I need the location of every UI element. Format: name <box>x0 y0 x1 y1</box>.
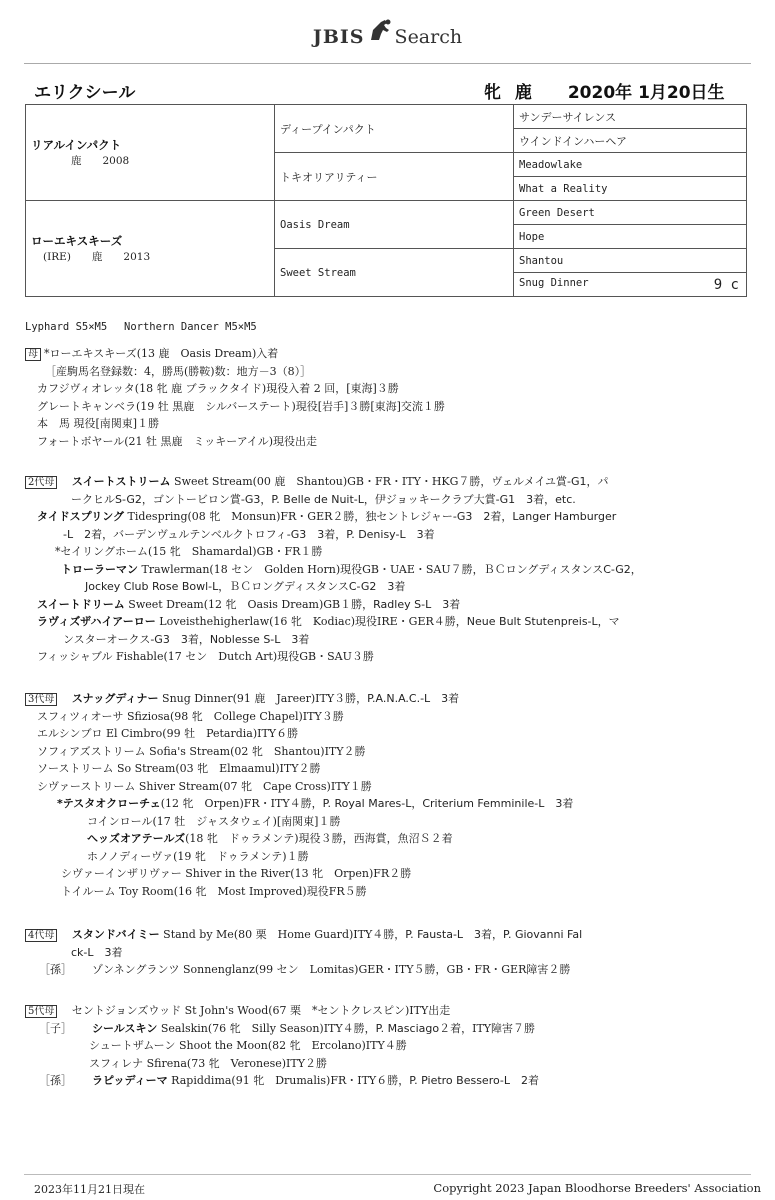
progeny-line: エルシンブロ El Cimbro(99 牡 Petardia)ITY６勝 <box>37 727 299 740</box>
dam-line: *ローエキスキーズ(13 鹿 Oasis Dream)入着 <box>44 347 279 360</box>
horse-profile <box>484 78 733 103</box>
ancestor-titles: ークヒルS-G2，ゴントービロン賞-G3，P. Belle de Nuit-L，伊ジョッキークラブ大賞-G1 3着，etc. <box>71 492 576 506</box>
second-dam-section <box>25 473 755 666</box>
progeny-line: ゾンネングランツ Sonnenglanz(99 セン Lomitas)GER・ITY５勝，GB・FR・GER障害２勝 <box>92 963 571 976</box>
ancestor-name[interactable]: スタンドバイミー <box>71 928 160 941</box>
header-divider <box>24 63 751 64</box>
logo-text-search: Search <box>394 26 463 48</box>
great-grandprogeny-line: コインロール(17 牡 ジャスタウェイ)[南関東]１勝 <box>87 814 341 828</box>
copyright: Copyright 2023 Japan Bloodhorse Breeders' Association <box>433 1181 761 1195</box>
progeny-record: Rapiddima(91 牝 Drumalis)FR・ITY６勝， <box>167 1074 410 1087</box>
progeny-line: グレートキャンベラ(19 牡 黒鹿 シルバーステート)現役[岩手]３勝[東海]交流１勝 <box>37 399 445 413</box>
dam-dam[interactable]: Sweet Stream <box>275 249 514 297</box>
ancestor-titles: P. Fausta-L 3着，P. Giovanni Fal <box>405 928 583 941</box>
grandprogeny-line: トイルーム Toy Room(16 牝 Most Improved)現役FR５勝 <box>61 884 367 898</box>
ancestor-record: Sweet Stream(00 鹿 Shantou)GB・FR・ITY・HKG７勝， <box>170 475 492 488</box>
dam-section <box>25 345 755 450</box>
ancestor-name[interactable]: スナッグディナー <box>71 692 159 705</box>
progeny-line: フォートボヤール(21 牡 黒鹿 ミッキーアイル)現役出走 <box>37 434 318 448</box>
relation-tag: ［子］ <box>39 1021 72 1035</box>
progeny-record: Sweet Dream(12 牝 Oasis Dream)GB１勝， <box>124 597 374 611</box>
dam-sire-dam[interactable]: Hope <box>514 225 747 249</box>
section-tag: 3代母 <box>25 693 57 706</box>
sire-sire-sire[interactable]: サンデーサイレンス <box>514 105 747 129</box>
sire-info: 鹿 2008 <box>71 155 130 167</box>
relation-tag: ［孫］ <box>39 963 72 976</box>
progeny-line: カフジヴィオレッタ(18 牝 鹿 ブラックタイド)現役入着 2 回，[東海]３勝 <box>37 382 399 395</box>
grandprogeny-line: *セイリングホーム(15 牝 Shamardal)GB・FR１勝 <box>55 545 323 558</box>
section-tag: 2代母 <box>25 476 57 489</box>
ancestor-name[interactable]: スイートストリーム <box>71 475 171 488</box>
family-number: 9 c <box>713 276 739 293</box>
grandprogeny-titles: ＢＣロングディスタンスC-G2， <box>483 562 642 576</box>
progeny-titles: 独セントレジャー-G3 2着，Langer Hamburger <box>365 510 617 523</box>
as-of-date: 2023年11月21日現在 <box>34 1183 145 1196</box>
progeny-line: フィッシャブル Fishable(17 セン Dutch Art)現役GB・SAU３勝 <box>37 650 374 663</box>
progeny-titles: ンスターオークス-G3 3着，Noblesse S-L 3着 <box>63 632 310 646</box>
logo-text-jbis: JBIS <box>312 26 365 48</box>
progeny-name[interactable]: シールスキン <box>92 1021 158 1035</box>
sire-dam-dam[interactable]: What a Reality <box>514 177 747 201</box>
progeny-titles: Neue Bult Stutenpreis-L，マ <box>466 615 620 628</box>
footer-divider <box>24 1174 751 1175</box>
grandprogeny-record: Trawlerman(18 セン Golden Horn)現役GB・UAE・SAU７勝， <box>138 562 484 576</box>
progeny-titles: -L 2着，バーデンヴュルテンベルクトロフィ-G3 3着，P. Denisy-L 3着 <box>63 527 435 541</box>
section-tag: 母 <box>25 348 41 361</box>
sire-dam[interactable]: トキオリアリティー <box>275 153 514 201</box>
progeny-titles: ２着，ITY障害７勝 <box>439 1021 536 1035</box>
dam-stats: ［産駒馬名登録数：4，勝馬(勝鞍)数：地方－3（8）］ <box>45 364 312 378</box>
jbis-logo <box>0 18 775 48</box>
dam-dam-dam-cell <box>514 273 747 297</box>
ancestor-titles: ck-L 3着 <box>71 945 123 959</box>
sire-sire[interactable]: ディープインパクト <box>275 105 514 153</box>
ancestor-record: Stand by Me(80 栗 Home Guard)ITY４勝， <box>159 928 406 941</box>
horse-sex: 牝 <box>484 83 501 103</box>
ancestor-titles: P.A.N.A.C.-L 3着 <box>367 692 460 705</box>
great-grandprogeny-line: ホノノディーヴァ(19 牝 ドゥラメンテ)１勝 <box>87 849 309 863</box>
inbreeding-info: Lyphard S5×M5 Northern Dancer M5×M5 <box>25 321 257 333</box>
sire-cell <box>26 105 275 201</box>
progeny-record: Sealskin(76 牝 Silly Season)ITY４勝， <box>157 1021 376 1035</box>
progeny-record: Loveisthehigherlaw(16 牝 Kodiac)現役IRE・GER４勝， <box>155 615 467 628</box>
dam-dam-sire[interactable]: Shantou <box>514 249 747 273</box>
progeny-name[interactable]: ラヴィズザハイアーロー <box>37 615 156 628</box>
relation-tag: ［孫］ <box>39 1074 72 1087</box>
progeny-line: スフィレナ Sfirena(73 牝 Veronese)ITY２勝 <box>89 1056 327 1070</box>
horse-logo-icon <box>367 18 393 44</box>
grandprogeny-record: (12 牝 Orpen)FR・ITY４勝， <box>160 797 323 810</box>
progeny-titles: P. Pietro Bessero-L 2着 <box>409 1074 540 1087</box>
progeny-line: スフィツィオーサ Sfiziosa(98 牝 College Chapel)ITY３勝 <box>37 709 344 723</box>
ancestor-record: Snug Dinner(91 鹿 Jareer)ITY３勝， <box>158 692 368 705</box>
fourth-dam-section <box>25 926 755 979</box>
horse-color: 鹿 <box>514 83 532 103</box>
dam-info: (IRE) 鹿 2013 <box>43 251 151 263</box>
sire-sire-dam[interactable]: ウインドインハーヘア <box>514 129 747 153</box>
progeny-titles: Radley S-L 3着 <box>373 597 461 611</box>
dam-dam-dam[interactable]: Snug Dinner <box>519 276 589 289</box>
section-tag: 5代母 <box>25 1005 57 1018</box>
great-grandprogeny-name[interactable]: ヘッズオアテールズ <box>87 832 186 845</box>
horse-birthdate: 2020年 1月20日生 <box>567 83 725 103</box>
section-tag: 4代母 <box>25 929 57 942</box>
progeny-name[interactable]: ラピッディーマ <box>92 1074 168 1087</box>
sire-dam-sire[interactable]: Meadowlake <box>514 153 747 177</box>
ancestor-titles: ヴェルメイユ賞-G1，パ <box>491 475 609 488</box>
progeny-line: ソフィアズストリーム Sofia's Stream(02 牝 Shantou)ITY２勝 <box>37 744 366 758</box>
progeny-name[interactable]: タイドスプリング <box>37 510 125 523</box>
progeny-line: 本 馬 現役[南関東]１勝 <box>37 417 160 430</box>
dam-cell <box>26 201 275 297</box>
third-dam-section <box>25 690 755 900</box>
ancestor-line: セントジョンズウッド St John's Wood(67 栗 *セントクレスピン)ITY出走 <box>71 1004 451 1017</box>
grandprogeny-name[interactable]: トローラーマン <box>61 562 138 576</box>
progeny-name[interactable]: スイートドリーム <box>37 597 125 611</box>
progeny-titles: P. Masciago <box>375 1021 440 1035</box>
grandprogeny-titles: P. Royal Mares-L，Criterium Femminile-L 3着 <box>322 797 574 810</box>
great-grandprogeny-record: (18 牝 ドゥラメンテ)現役３勝，西海賞，魚沼Ｓ２着 <box>185 832 453 845</box>
progeny-line: シヴァーストリーム Shiver Stream(07 牝 Cape Cross)ITY１勝 <box>37 779 372 793</box>
horse-name: エリクシール <box>34 83 136 103</box>
fifth-dam-section <box>25 1002 755 1090</box>
sire-name[interactable]: リアルインパクト <box>31 138 122 152</box>
grandprogeny-line: シヴァーインザリヴァー Shiver in the River(13 牝 Orpen)FR２勝 <box>61 867 412 880</box>
grandprogeny-titles: Jockey Club Rose Bowl-L，ＢＣロングディスタンスC-G2 3着 <box>85 580 406 593</box>
pedigree-table <box>25 104 747 297</box>
progeny-line: シュートザムーン Shoot the Moon(82 牝 Ercolano)ITY４勝 <box>89 1039 407 1052</box>
dam-sire[interactable]: Oasis Dream <box>275 201 514 249</box>
dam-sire-sire[interactable]: Green Desert <box>514 201 747 225</box>
dam-name[interactable]: ローエキスキーズ <box>31 234 123 248</box>
grandprogeny-name[interactable]: *テスタオクローチェ <box>57 797 161 810</box>
progeny-record: Tidespring(08 牝 Monsun)FR・GER２勝， <box>124 510 366 523</box>
progeny-line: ソーストリーム So Stream(03 牝 Elmaamul)ITY２勝 <box>37 762 321 775</box>
